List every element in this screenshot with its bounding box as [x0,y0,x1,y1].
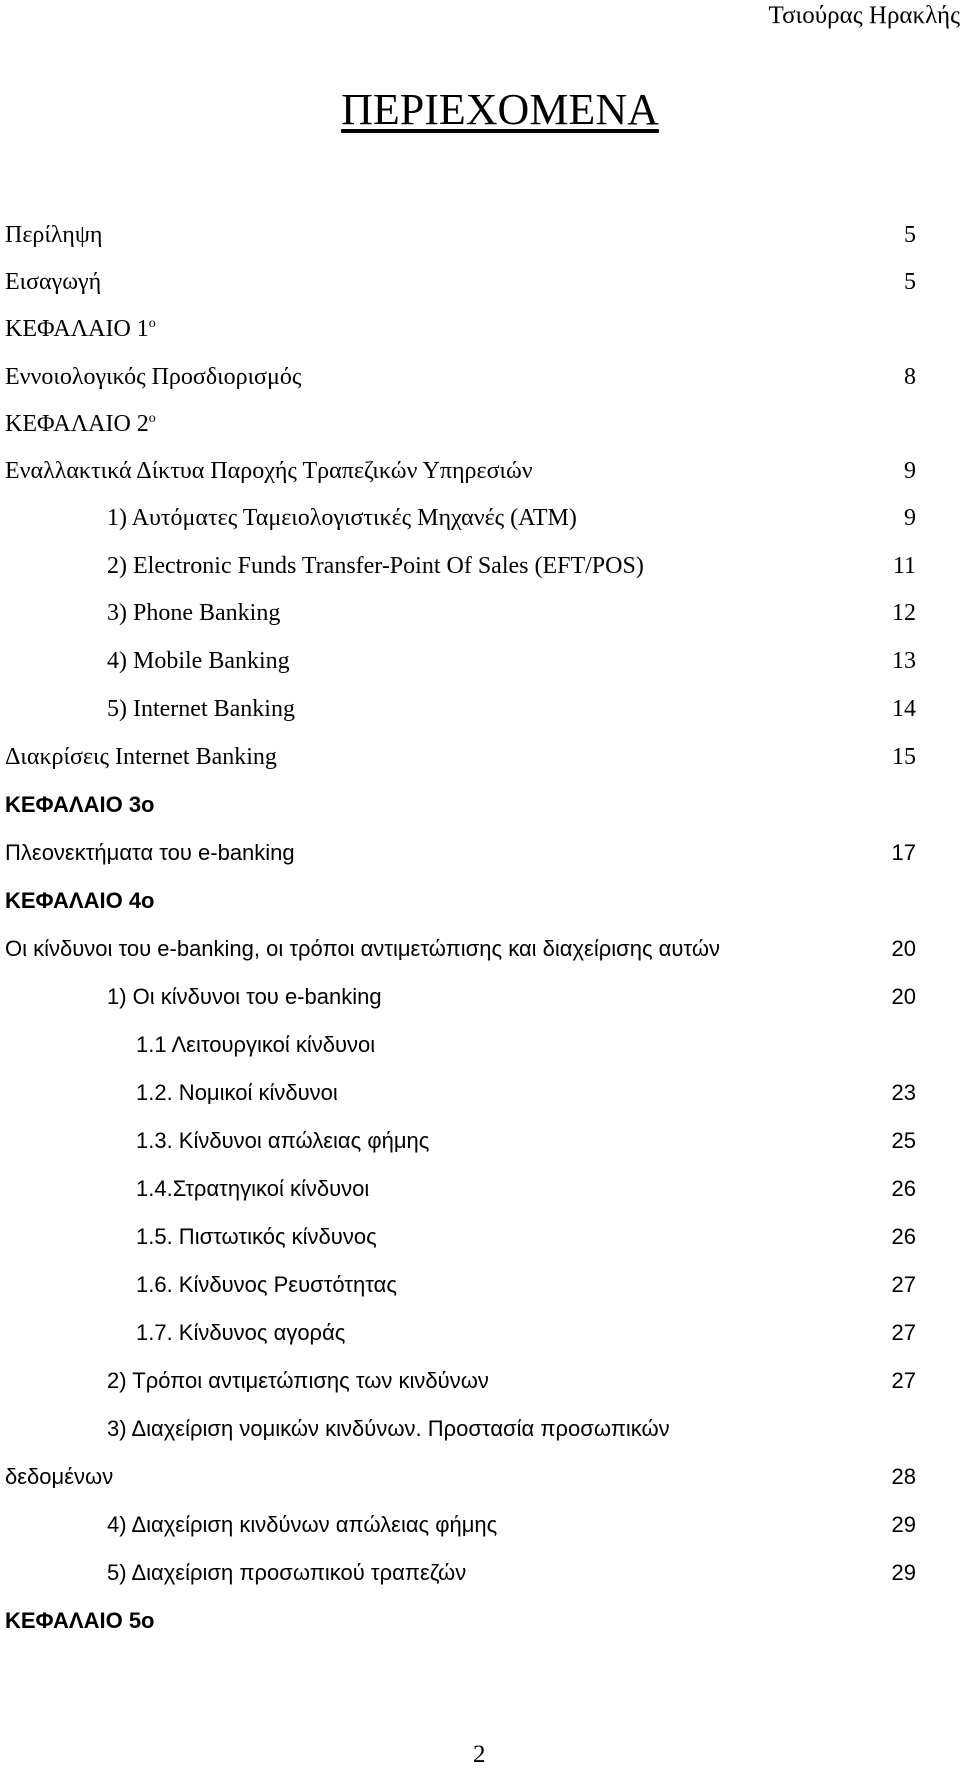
toc-entry-page: 9 [904,505,916,531]
toc-entry-label: 4) Διαχείριση κινδύνων απώλειας φήμης [107,1512,498,1537]
toc-entry-phone-banking[interactable] [0,600,960,630]
toc-entry-label: Διακρίσεις Internet Banking [5,744,277,770]
toc-entry-atm[interactable] [0,505,960,535]
toc-entry-summary[interactable] [0,222,960,252]
toc-entry-advantages[interactable] [0,840,960,870]
toc-entry-alternative-networks[interactable] [0,458,960,488]
toc-entry-label: ΚΕΦΑΛΑΙΟ 4ο [5,888,155,913]
toc-entry-ebanking-risks[interactable] [0,984,960,1014]
toc-entry-page: 29 [891,1512,916,1537]
toc-entry-page: 12 [892,600,916,626]
toc-entry-market-risk[interactable] [0,1320,960,1350]
toc-entry-label: 1.7. Κίνδυνος αγοράς [136,1320,346,1345]
toc-entry-label: Πλεονεκτήματα του e-banking [5,840,295,865]
toc-entry-legal-risks[interactable] [0,1080,960,1110]
toc-entry-label: 1.6. Κίνδυνος Ρευστότητας [136,1272,397,1297]
toc-entry-eft-pos[interactable] [0,553,960,583]
toc-entry-internet-banking-distinctions[interactable] [0,744,960,774]
toc-entry-page: 25 [891,1128,916,1153]
toc-entry-operational-risks[interactable] [0,1032,960,1062]
toc-entry-reputation-risks[interactable] [0,1128,960,1158]
toc-entry-label: ΚΕΦΑΛΑΙΟ 3ο [5,792,155,817]
toc-entry-label: 1.4.Στρατηγικοί κίνδυνοι [136,1176,370,1201]
toc-entry-page: 17 [891,840,916,865]
toc-entry-label: Εισαγωγή [5,269,102,295]
toc-entry-credit-risk[interactable] [0,1224,960,1254]
toc-entry-label: Εναλλακτικά Δίκτυα Παροχής Τραπεζικών Υπηρεσιών [5,458,533,484]
toc-chapter-4-heading[interactable] [0,888,960,918]
toc-entry-label: Οι κίνδυνοι του e-banking, οι τρόποι αντιμετώπισης και διαχείρισης αυτών [5,936,720,961]
toc-entry-page: 15 [892,744,916,770]
toc-entry-label: 2) Τρόποι αντιμετώπισης των κινδύνων [107,1368,489,1393]
toc-entry-page: 20 [891,984,916,1009]
toc-entry-label: ΚΕΦΑΛΑΙΟ 1 [5,316,149,342]
toc-entry-label: 1.1 Λειτουργικοί κίνδυνοι [136,1032,376,1057]
toc-entry-page: 27 [891,1320,916,1345]
toc-entry-label: 4) Mobile Banking [107,648,290,674]
toc-entry-page: 13 [892,648,916,674]
toc-entry-mobile-banking[interactable] [0,648,960,678]
header-author: Τσιούρας Ηρακλής [768,2,960,29]
toc-entry-reputation-risk-management[interactable] [0,1512,960,1542]
toc-entry-liquidity-risk[interactable] [0,1272,960,1302]
toc-entry-label: ΚΕΦΑΛΑΙΟ 2 [5,411,149,437]
toc-chapter-3-heading[interactable] [0,792,960,822]
toc-entry-page: 5 [904,269,916,295]
toc-entry-page: 8 [904,364,916,390]
toc-ordinal-superscript: ο [148,316,156,331]
toc-entry-label: 1) Οι κίνδυνοι του e-banking [107,984,382,1009]
toc-entry-page: 20 [891,936,916,961]
toc-entry-page: 27 [891,1272,916,1297]
toc-entry-strategic-risks[interactable] [0,1176,960,1206]
toc-chapter-5-heading[interactable] [0,1608,960,1638]
toc-entry-page: 14 [892,696,916,722]
toc-entry-label: 3) Phone Banking [107,600,281,626]
toc-entry-risk-mitigation[interactable] [0,1368,960,1398]
toc-entry-label: ΚΕΦΑΛΑΙΟ 5ο [5,1608,155,1633]
toc-entry-label: 5) Διαχείριση προσωπικού τραπεζών [107,1560,467,1585]
toc-entry-page: 26 [891,1224,916,1249]
toc-entry-label: 3) Διαχείριση νομικών κινδύνων. Προστασία προσωπικών [107,1416,670,1441]
toc-entry-page: 29 [891,1560,916,1585]
toc-entry-label: 1) Αυτόματες Ταμειολογιστικές Μηχανές (ATM) [107,505,577,531]
toc-entry-legal-risk-management-cont[interactable] [0,1464,960,1494]
toc-entry-bank-staff-management[interactable] [0,1560,960,1590]
toc-entry-page: 11 [892,553,916,579]
toc-entry-page: 26 [891,1176,916,1201]
toc-entry-label: Εννοιολογικός Προσδιορισμός [5,364,302,390]
toc-entry-page: 5 [904,222,916,248]
toc-entry-label: δεδομένων [5,1464,114,1489]
toc-entry-page: 28 [891,1464,916,1489]
toc-entry-conceptual-definition[interactable] [0,364,960,394]
toc-chapter-1-heading[interactable] [0,316,960,346]
toc-entry-legal-risk-management[interactable] [0,1416,960,1446]
toc-entry-introduction[interactable] [0,269,960,299]
toc-ordinal-superscript: ο [148,411,156,426]
toc-entry-label: 1.5. Πιστωτικός κίνδυνος [136,1224,377,1249]
toc-entry-label: 5) Internet Banking [107,696,295,722]
toc-entry-page: 27 [891,1368,916,1393]
toc-chapter-2-heading[interactable] [0,411,960,441]
toc-entry-label: 2) Electronic Funds Transfer-Point Of Sales (EFT/POS) [107,553,644,579]
toc-entry-label: 1.3. Κίνδυνοι απώλειας φήμης [136,1128,430,1153]
toc-entry-page: 9 [904,458,916,484]
toc-entry-page: 23 [891,1080,916,1105]
page-title: ΠΕΡΙΕΧΟΜΕΝΑ [341,85,659,134]
toc-entry-label: Περίληψη [5,222,103,248]
footer-page-number: 2 [473,1741,486,1768]
toc-entry-label: 1.2. Νομικοί κίνδυνοι [136,1080,338,1105]
toc-entry-risks-overview[interactable] [0,936,960,966]
toc-entry-internet-banking[interactable] [0,696,960,726]
